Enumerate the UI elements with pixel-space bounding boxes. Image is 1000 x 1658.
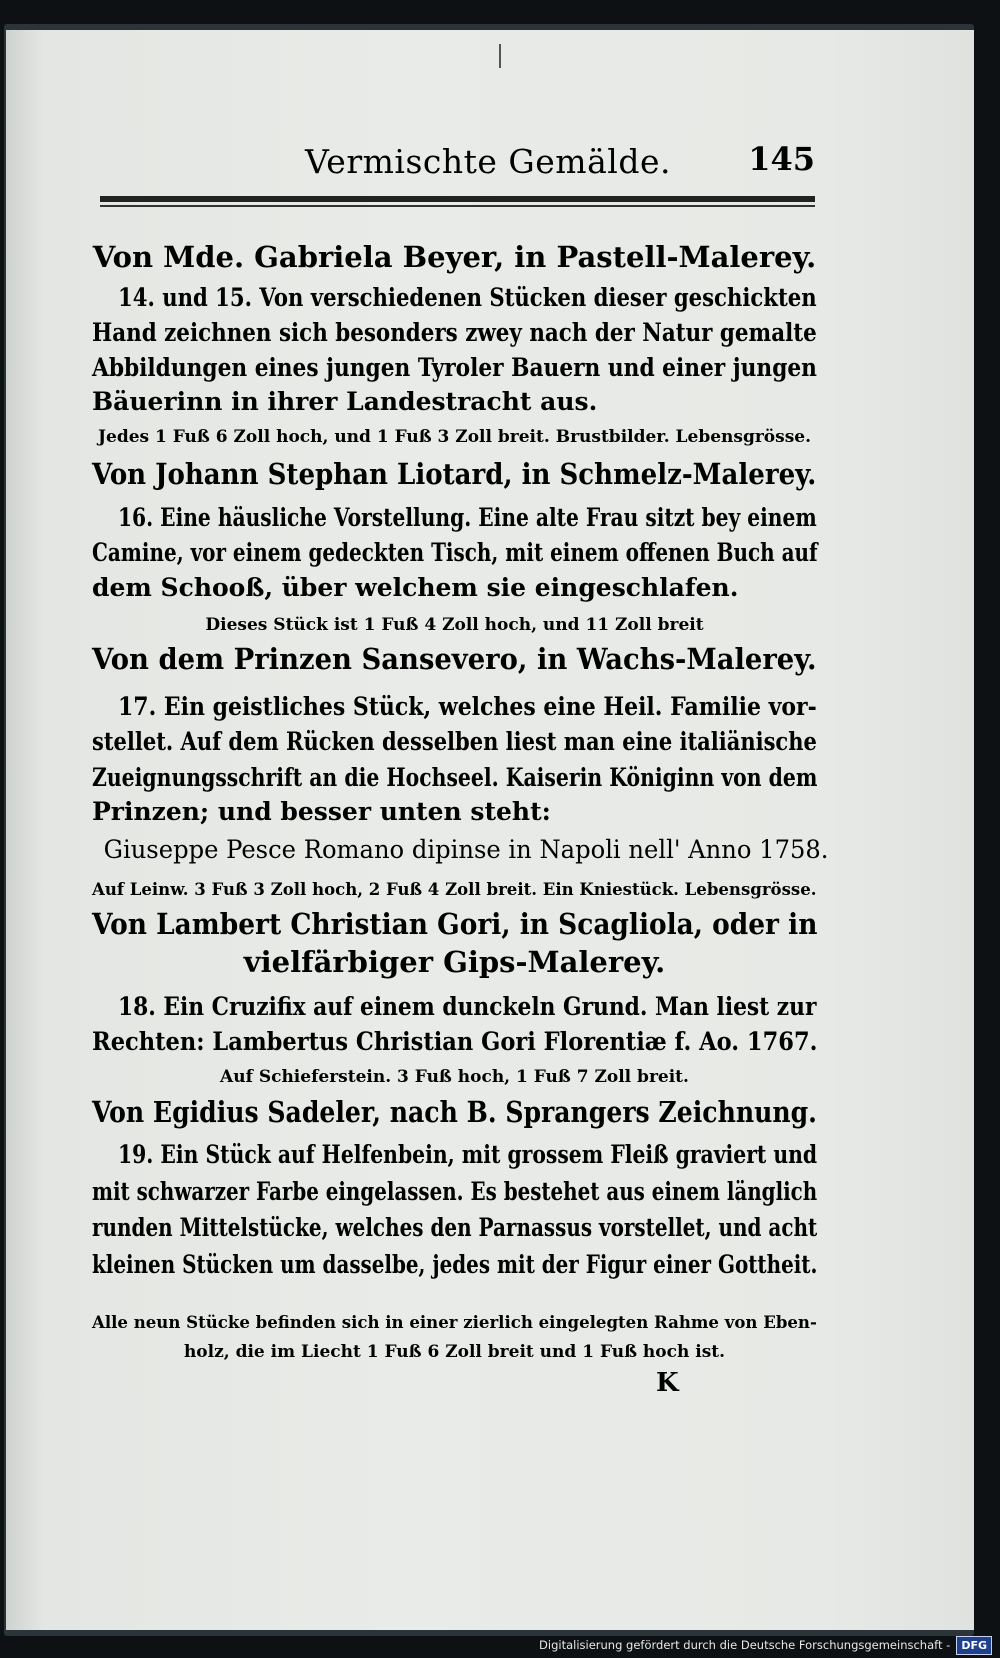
text-line: 16. Eine häusliche Vorstellung. Eine alte Frau sitzt bey einem	[118, 503, 817, 532]
dimension-note: Alle neun Stücke befinden sich in einer zierlich eingelegten Rahme von Eben-	[92, 1313, 817, 1333]
entry-heading: Von Johann Stephan Liotard, in Schmelz-Malerey.	[92, 457, 817, 491]
footer-text: Digitalisierung gefördert durch die Deutsche Forschungsgemeinschaft -	[539, 1638, 951, 1652]
text-line: kleinen Stücken um dasselbe, jedes mit der Figur einer Gottheit.	[92, 1250, 818, 1279]
dimension-note: Auf Leinw. 3 Fuß 3 Zoll hoch, 2 Fuß 4 Zoll breit. Ein Kniestück. Lebensgrösse.	[92, 880, 817, 900]
text-line: mit schwarzer Farbe eingelassen. Es bestehet aus einem länglich	[92, 1177, 818, 1206]
header-rule	[100, 196, 815, 202]
text-line: Camine, vor einem gedeckten Tisch, mit einem offenen Buch auf	[92, 538, 818, 567]
text-line: runden Mittelstücke, welches den Parnassus vorstellet, und acht	[92, 1213, 818, 1242]
text-line: Bäuerinn in ihrer Landestracht aus.	[92, 387, 598, 416]
text-line: 19. Ein Stück auf Helfenbein, mit grossem Fleiß graviert und	[118, 1140, 818, 1169]
entry-heading: Von Mde. Gabriela Beyer, in Pastell-Malerey.	[92, 240, 817, 274]
entry-heading-continued: vielfärbiger Gips-Malerey.	[243, 945, 666, 979]
digitization-footer	[539, 1634, 992, 1656]
entry-heading: Von Lambert Christian Gori, in Scagliola, oder in	[92, 907, 818, 941]
entry-heading: Von Egidius Sadeler, nach B. Sprangers Zeichnung.	[92, 1095, 817, 1129]
inscription-line: Giuseppe Pesce Romano dipinse in Napoli nell' Anno 1758.	[103, 835, 829, 864]
text-line: Abbildungen eines jungen Tyroler Bauern und einer jungen	[92, 353, 817, 382]
dimension-note: Auf Schieferstein. 3 Fuß hoch, 1 Fuß 7 Zoll breit.	[220, 1067, 689, 1087]
page-mark	[499, 44, 501, 68]
entry-heading: Von dem Prinzen Sansevero, in Wachs-Malerey.	[92, 642, 817, 676]
page-header	[90, 140, 815, 190]
page-number: 145	[748, 140, 815, 178]
text-line: 14. und 15. Von verschiedenen Stücken dieser geschickten	[118, 283, 817, 312]
text-line: 17. Ein geistliches Stück, welches eine Heil. Familie vor-	[118, 692, 817, 721]
signature-mark: K	[656, 1368, 679, 1398]
text-line: Prinzen; und besser unten steht:	[92, 797, 551, 826]
dimension-note: Jedes 1 Fuß 6 Zoll hoch, und 1 Fuß 3 Zoll breit. Brustbilder. Lebensgrösse.	[97, 427, 812, 447]
dimension-note: Dieses Stück ist 1 Fuß 4 Zoll hoch, und 11 Zoll breit	[205, 615, 704, 635]
text-line: Zueignungsschrift an die Hochseel. Kaiserin Königinn von dem	[92, 763, 818, 792]
text-line: Rechten: Lambertus Christian Gori Florentiæ f. Ao. 1767.	[92, 1027, 818, 1056]
dimension-note: holz, die im Liecht 1 Fuß 6 Zoll breit und 1 Fuß hoch ist.	[183, 1342, 726, 1362]
header-rule-thin	[100, 205, 815, 207]
dfg-logo: DFG	[956, 1636, 992, 1655]
text-line: stellet. Auf dem Rücken desselben liest man eine italiänische	[92, 727, 817, 756]
running-title: Vermischte Gemälde.	[305, 142, 671, 181]
text-line: Hand zeichnen sich besonders zwey nach der Natur gemalte	[92, 318, 817, 347]
text-line: dem Schooß, über welchem sie eingeschlafen.	[92, 573, 739, 602]
text-line: 18. Ein Cruzifix auf einem dunckeln Grund. Man liest zur	[118, 992, 817, 1021]
